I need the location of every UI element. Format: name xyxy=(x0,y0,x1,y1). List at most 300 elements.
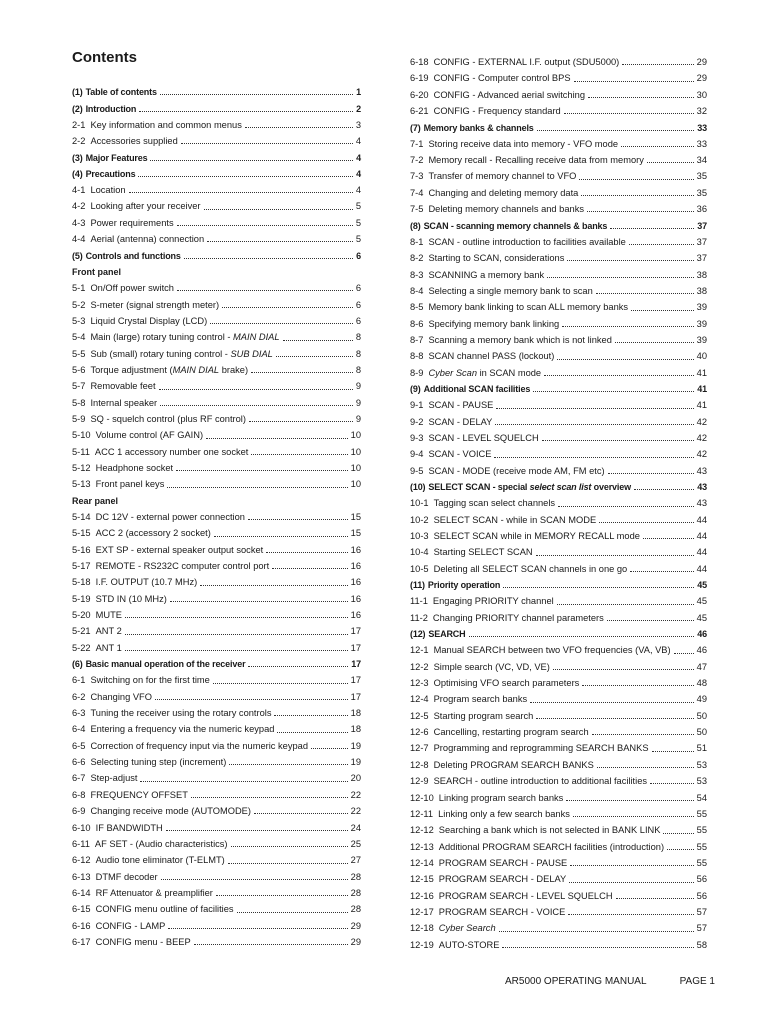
toc-entry-title xyxy=(96,578,198,587)
toc-entry[interactable] xyxy=(410,280,707,296)
toc-dot-leader xyxy=(251,454,347,455)
toc-section-heading[interactable] xyxy=(72,146,361,162)
toc-entry[interactable] xyxy=(72,849,361,865)
toc-entry[interactable] xyxy=(72,457,361,473)
toc-dot-leader xyxy=(547,277,693,278)
toc-entry-number: (7) xyxy=(410,122,421,133)
toc-entry-number: 6-10 xyxy=(72,822,91,833)
toc-entry[interactable] xyxy=(72,522,361,538)
toc-entry-title xyxy=(439,859,567,868)
toc-section-heading[interactable] xyxy=(410,476,707,492)
toc-page-number: 27 xyxy=(350,855,361,866)
toc-entry[interactable] xyxy=(410,607,707,623)
toc-subheading[interactable] xyxy=(72,490,361,506)
toc-entry-number: 5-18 xyxy=(72,577,91,588)
toc-entry[interactable] xyxy=(410,443,707,459)
toc-entry-number: 5-14 xyxy=(72,511,91,522)
toc-dot-leader xyxy=(245,127,353,128)
toc-entry[interactable] xyxy=(410,231,707,247)
toc-dot-leader xyxy=(647,162,694,163)
toc-entry[interactable] xyxy=(410,427,707,443)
toc-page-number: 32 xyxy=(696,106,707,117)
toc-dot-leader xyxy=(557,604,694,605)
toc-entry-title xyxy=(90,235,204,244)
toc-entry-number: (8) xyxy=(410,220,421,231)
toc-page-number: 54 xyxy=(696,792,707,803)
toc-entry[interactable] xyxy=(72,571,361,587)
toc-entry[interactable] xyxy=(72,767,361,783)
toc-entry-title-text: SCAN channel PASS (lockout) xyxy=(428,351,555,362)
toc-entry[interactable] xyxy=(410,296,707,312)
toc-dot-leader xyxy=(249,421,353,422)
toc-entry[interactable] xyxy=(410,590,707,606)
toc-entry[interactable] xyxy=(410,901,707,917)
toc-page-number: 16 xyxy=(350,544,361,555)
toc-entry-title xyxy=(434,58,620,67)
toc-entry[interactable] xyxy=(410,165,707,181)
toc-entry-number: 9-3 xyxy=(410,432,424,443)
toc-entry[interactable] xyxy=(410,509,707,525)
toc-entry[interactable] xyxy=(72,686,361,702)
toc-entry-title xyxy=(95,448,248,457)
toc-entry[interactable] xyxy=(410,460,707,476)
toc-page-number: 45 xyxy=(696,596,707,607)
toc-entry[interactable] xyxy=(72,506,361,522)
toc-section-heading[interactable] xyxy=(72,653,361,669)
toc-entry[interactable] xyxy=(410,67,707,83)
toc-page-number: 45 xyxy=(697,580,707,591)
toc-entry-number: 12-16 xyxy=(410,890,434,901)
toc-entry-title-text: STD IN (10 MHz) xyxy=(95,593,167,604)
toc-page-number: 5 xyxy=(355,201,361,212)
toc-page-number: 53 xyxy=(696,776,707,787)
toc-entry[interactable] xyxy=(72,866,361,882)
toc-entry-title xyxy=(428,320,559,329)
toc-entry-number: 5-4 xyxy=(72,332,86,343)
toc-entry-number: 12-4 xyxy=(410,694,429,705)
toc-entry[interactable] xyxy=(72,915,361,931)
toc-entry-number: 5-22 xyxy=(72,642,91,653)
toc-entry[interactable] xyxy=(410,868,707,884)
toc-entry[interactable] xyxy=(72,277,361,293)
toc-page-number: 46 xyxy=(696,645,707,656)
toc-entry-number: 4-2 xyxy=(72,201,86,212)
page-footer xyxy=(505,976,715,987)
toc-entry-number: 10-1 xyxy=(410,498,429,509)
toc-entry-title xyxy=(428,467,604,476)
toc-entry-title xyxy=(90,366,248,375)
toc-entry-title xyxy=(439,843,664,852)
toc-dot-leader xyxy=(272,568,347,569)
toc-entry-title xyxy=(434,695,528,704)
toc-dot-leader xyxy=(129,192,353,193)
toc-entry[interactable] xyxy=(72,310,361,326)
toc-page-number: 43 xyxy=(696,465,707,476)
toc-entry[interactable] xyxy=(410,182,707,198)
toc-entry[interactable] xyxy=(72,114,361,130)
toc-entry[interactable] xyxy=(410,362,707,378)
toc-section-heading[interactable] xyxy=(72,163,361,179)
toc-entry-number: 6-1 xyxy=(72,675,86,686)
toc-page-number: 55 xyxy=(696,808,707,819)
toc-entry-number: 6-5 xyxy=(72,740,86,751)
toc-entry-title-emphasis: MAIN DIAL xyxy=(233,332,280,343)
toc-entry-title-text: Linking only a few search banks xyxy=(438,808,570,819)
toc-entry-title xyxy=(90,415,246,424)
toc-entry-number: 10-5 xyxy=(410,563,429,574)
toc-entry-title xyxy=(439,892,613,901)
toc-entry-number: 7-4 xyxy=(410,187,424,198)
toc-entry-title-text: Looking after your receiver xyxy=(90,201,201,212)
toc-entry[interactable] xyxy=(410,329,707,345)
toc-page-number: 5 xyxy=(355,217,361,228)
toc-dot-leader xyxy=(170,601,348,602)
toc-entry-title xyxy=(434,679,580,688)
toc-entry-number: 12-7 xyxy=(410,743,429,754)
toc-entry-title-text: Front panel xyxy=(72,267,121,278)
toc-dot-leader xyxy=(616,898,694,899)
toc-dot-leader xyxy=(469,636,695,637)
toc-entry-title xyxy=(424,124,534,133)
toc-entry[interactable] xyxy=(410,836,707,852)
toc-page-number: 35 xyxy=(696,171,707,182)
toc-page-number: 50 xyxy=(696,727,707,738)
toc-entry[interactable] xyxy=(410,885,707,901)
toc-entry-title xyxy=(96,856,225,865)
toc-entry-title xyxy=(90,137,177,146)
toc-entry[interactable] xyxy=(410,917,707,933)
toc-entry[interactable] xyxy=(410,852,707,868)
toc-entry-number: (12) xyxy=(410,629,426,640)
toc-dot-leader xyxy=(573,816,694,817)
toc-entry[interactable] xyxy=(72,669,361,685)
toc-entry[interactable] xyxy=(410,737,707,753)
toc-entry-title-text: SCAN - DELAY xyxy=(428,416,493,427)
toc-page-number: 55 xyxy=(696,825,707,836)
toc-entry[interactable] xyxy=(72,228,361,244)
toc-dot-leader xyxy=(177,290,353,291)
toc-entry-title xyxy=(90,121,241,130)
toc-entry[interactable] xyxy=(410,525,707,541)
toc-entry-title xyxy=(96,644,122,653)
toc-page-number: 36 xyxy=(696,204,707,215)
toc-entry[interactable] xyxy=(72,473,361,489)
toc-entry-title xyxy=(96,938,191,947)
toc-entry-title xyxy=(428,434,538,443)
toc-entry[interactable] xyxy=(410,149,707,165)
toc-entry[interactable] xyxy=(72,539,361,555)
toc-entry-title-text: Key information and common menus xyxy=(90,119,242,130)
toc-entry-title-text: Precautions xyxy=(85,169,136,180)
toc-section-heading[interactable] xyxy=(72,97,361,113)
toc-dot-leader xyxy=(206,438,348,439)
toc-page-number: 4 xyxy=(356,152,361,163)
toc-entry[interactable] xyxy=(72,326,361,342)
toc-dot-leader xyxy=(570,865,693,866)
toc-page-number: 9 xyxy=(355,413,361,424)
toc-dot-leader xyxy=(254,813,348,814)
toc-entry-title xyxy=(439,875,566,884)
toc-entry[interactable] xyxy=(72,130,361,146)
toc-entry-title xyxy=(86,105,137,114)
toc-dot-leader xyxy=(200,585,347,586)
toc-entry[interactable] xyxy=(72,392,361,408)
toc-entry-title xyxy=(424,222,608,231)
toc-entry-title xyxy=(86,660,246,669)
toc-entry[interactable] xyxy=(72,735,361,751)
toc-entry[interactable] xyxy=(410,721,707,737)
toc-entry[interactable] xyxy=(410,263,707,279)
toc-page-number: 33 xyxy=(697,122,707,133)
toc-entry-title xyxy=(433,597,554,606)
toc-entry[interactable] xyxy=(72,343,361,359)
toc-entry-number: 8-6 xyxy=(410,318,424,329)
toc-entry-title-text: Main (large) rotary tuning control - xyxy=(90,332,234,343)
toc-page-number: 44 xyxy=(696,531,707,542)
toc-entry-title xyxy=(434,516,597,525)
toc-entry-number: 6-13 xyxy=(72,871,91,882)
toc-entry-title-text: EXT SP - external speaker output socket xyxy=(95,544,264,555)
toc-entry[interactable] xyxy=(72,637,361,653)
toc-entry-number: 6-3 xyxy=(72,708,86,719)
toc-entry[interactable] xyxy=(410,492,707,508)
toc-entry[interactable] xyxy=(410,672,707,688)
toc-entry-number: 7-5 xyxy=(410,204,424,215)
toc-entry[interactable] xyxy=(410,803,707,819)
toc-section-heading[interactable] xyxy=(72,81,361,97)
toc-dot-leader xyxy=(159,389,353,390)
toc-entry[interactable] xyxy=(410,786,707,802)
toc-entry[interactable] xyxy=(410,411,707,427)
toc-entry-title xyxy=(428,254,564,263)
toc-entry-title xyxy=(90,350,272,359)
toc-entry-title-text: Rear panel xyxy=(72,495,119,506)
toc-entry-number: 12-15 xyxy=(410,874,434,885)
toc-entry-title-text: Accessories supplied xyxy=(90,136,178,147)
toc-entry-number: 6-21 xyxy=(410,106,429,117)
toc-entry[interactable] xyxy=(410,558,707,574)
toc-subheading[interactable] xyxy=(72,261,361,277)
toc-page-number: 3 xyxy=(355,119,361,130)
toc-entry-title xyxy=(433,614,604,623)
toc-entry-title xyxy=(90,693,152,702)
toc-entry[interactable] xyxy=(72,718,361,734)
toc-entry-title-text: SELECT SCAN - while in SCAN MODE xyxy=(433,514,597,525)
toc-entry[interactable] xyxy=(72,588,361,604)
toc-section-heading[interactable] xyxy=(410,378,707,394)
toc-entry[interactable] xyxy=(410,541,707,557)
toc-entry-title-text: SCAN - scanning memory channels & banks xyxy=(423,220,608,231)
toc-entry-title-text: Selecting a single memory bank to scan xyxy=(428,285,593,296)
toc-entry[interactable] xyxy=(410,639,707,655)
toc-entry[interactable] xyxy=(410,100,707,116)
toc-entry[interactable] xyxy=(72,555,361,571)
toc-entry[interactable] xyxy=(72,212,361,228)
toc-entry-number: 6-4 xyxy=(72,724,86,735)
toc-entry-number: 6-19 xyxy=(410,73,429,84)
toc-page-number: 56 xyxy=(696,890,707,901)
toc-entry-title xyxy=(434,107,561,116)
toc-dot-leader xyxy=(610,228,694,229)
toc-dot-leader xyxy=(213,683,348,684)
toc-entry[interactable] xyxy=(72,359,361,375)
toc-page-number: 46 xyxy=(697,629,707,640)
toc-entry[interactable] xyxy=(72,408,361,424)
toc-entry-title-text: SELECT SCAN - special xyxy=(428,482,530,493)
toc-entry-title xyxy=(90,219,173,228)
toc-entry[interactable] xyxy=(72,441,361,457)
toc-entry-title xyxy=(434,565,628,574)
toc-dot-leader xyxy=(674,653,694,654)
toc-page-number: 18 xyxy=(350,708,361,719)
toc-dot-leader xyxy=(495,424,693,425)
toc-page-number: 29 xyxy=(696,73,707,84)
toc-section-heading[interactable] xyxy=(410,116,707,132)
toc-entry[interactable] xyxy=(410,198,707,214)
toc-entry-title xyxy=(434,74,571,83)
toc-entry[interactable] xyxy=(72,604,361,620)
toc-entry[interactable] xyxy=(72,702,361,718)
toc-entry-title xyxy=(90,186,125,195)
toc-entry-title-text: SEARCH xyxy=(428,629,466,640)
toc-dot-leader xyxy=(592,734,694,735)
toc-entry[interactable] xyxy=(410,754,707,770)
toc-entry-number: 2-2 xyxy=(72,136,86,147)
toc-entry[interactable] xyxy=(410,313,707,329)
toc-section-heading[interactable] xyxy=(72,244,361,260)
toc-entry[interactable] xyxy=(72,816,361,832)
toc-entry[interactable] xyxy=(72,882,361,898)
toc-page-number: 4 xyxy=(355,185,361,196)
toc-page-number: 38 xyxy=(696,269,707,280)
toc-entry[interactable] xyxy=(410,705,707,721)
toc-section-heading[interactable] xyxy=(410,214,707,230)
toc-entry-number: 5-8 xyxy=(72,397,86,408)
toc-page-number: 17 xyxy=(351,659,361,670)
toc-entry[interactable] xyxy=(72,833,361,849)
toc-entry[interactable] xyxy=(410,133,707,149)
toc-entry[interactable] xyxy=(410,247,707,263)
toc-dot-leader xyxy=(607,620,694,621)
toc-dot-leader xyxy=(204,209,353,210)
toc-entry-title-text: PROGRAM SEARCH - DELAY xyxy=(438,874,567,885)
toc-page-number: 15 xyxy=(350,511,361,522)
toc-entry-title xyxy=(90,742,308,751)
toc-entry-title-text: PROGRAM SEARCH - VOICE xyxy=(438,906,566,917)
toc-entry-number: 12-11 xyxy=(410,808,434,819)
toc-entry[interactable] xyxy=(72,898,361,914)
toc-entry-number: 8-7 xyxy=(410,334,424,345)
toc-dot-leader xyxy=(652,751,694,752)
toc-entry-title xyxy=(434,646,671,655)
toc-entry-number: (9) xyxy=(410,384,421,395)
toc-dot-leader xyxy=(533,391,694,392)
toc-entry[interactable] xyxy=(410,688,707,704)
toc-section-heading[interactable] xyxy=(410,623,707,639)
toc-entry[interactable] xyxy=(72,800,361,816)
toc-entry-title-text: CONFIG - EXTERNAL I.F. output (SDU5000) xyxy=(433,57,620,68)
toc-page-number: 8 xyxy=(355,364,361,375)
toc-entry[interactable] xyxy=(410,51,707,67)
toc-entry-title-text: Headphone socket xyxy=(95,462,174,473)
toc-page-number: 34 xyxy=(696,155,707,166)
toc-page-number: 16 xyxy=(350,561,361,572)
toc-entry-number: 11-1 xyxy=(410,596,428,607)
toc-entry-title-text: Changing receive mode (AUTOMODE) xyxy=(90,806,251,817)
toc-entry[interactable] xyxy=(410,394,707,410)
toc-page-number: 19 xyxy=(350,740,361,751)
toc-entry-title-text: CONFIG - Advanced aerial switching xyxy=(433,89,586,100)
toc-entry[interactable] xyxy=(72,931,361,947)
toc-entry-number: 8-3 xyxy=(410,269,424,280)
toc-entry-title-suffix: overview xyxy=(591,482,631,493)
toc-entry-title-text: ACC 2 (accessory 2 socket) xyxy=(95,528,211,539)
toc-page-number: 55 xyxy=(696,841,707,852)
toc-entry[interactable] xyxy=(72,784,361,800)
toc-dot-leader xyxy=(216,895,348,896)
toc-dot-leader xyxy=(553,669,694,670)
toc-entry-title-text: Manual SEARCH between two VFO frequencies (VA, VB) xyxy=(433,645,671,656)
toc-entry-title xyxy=(96,889,213,898)
toc-entry-title-text: PROGRAM SEARCH - LEVEL SQUELCH xyxy=(438,890,613,901)
toc-dot-leader xyxy=(530,702,694,703)
toc-page-number: 58 xyxy=(696,939,707,950)
toc-entry-title xyxy=(96,905,234,914)
toc-entry-title xyxy=(90,399,157,408)
toc-entry-title-text: SELECT SCAN while in MEMORY RECALL mode xyxy=(433,531,640,542)
toc-entry[interactable] xyxy=(72,375,361,391)
toc-entry[interactable] xyxy=(410,770,707,786)
toc-page-number: 17 xyxy=(350,675,361,686)
toc-entry-title xyxy=(96,595,167,604)
toc-entry[interactable] xyxy=(72,424,361,440)
toc-dot-leader xyxy=(150,160,353,161)
toc-page-number: 20 xyxy=(350,773,361,784)
toc-entry[interactable] xyxy=(72,751,361,767)
toc-entry-title xyxy=(428,418,492,427)
toc-entry[interactable] xyxy=(72,179,361,195)
toc-entry[interactable] xyxy=(410,819,707,835)
toc-page-number: 42 xyxy=(696,432,707,443)
toc-entry-number: (1) xyxy=(72,87,83,98)
toc-entry-title-text: Aerial (antenna) connection xyxy=(90,234,205,245)
toc-page-number: 38 xyxy=(696,285,707,296)
toc-entry-number: 7-2 xyxy=(410,155,424,166)
toc-page-number: 9 xyxy=(355,381,361,392)
toc-entry-number: 5-16 xyxy=(72,544,91,555)
toc-page-number: 10 xyxy=(350,479,361,490)
toc-entry-title-text: Introduction xyxy=(85,103,137,114)
toc-entry-title xyxy=(434,761,594,770)
toc-page-number: 17 xyxy=(350,642,361,653)
toc-entry-number: 4-4 xyxy=(72,234,86,245)
toc-section-heading[interactable] xyxy=(410,574,707,590)
toc-entry[interactable] xyxy=(410,345,707,361)
toc-entry-number: 5-9 xyxy=(72,413,86,424)
toc-entry[interactable] xyxy=(72,195,361,211)
toc-entry-title xyxy=(96,627,122,636)
toc-entry[interactable] xyxy=(410,656,707,672)
toc-entry[interactable] xyxy=(410,934,707,950)
toc-entry-title-text: Step-adjust xyxy=(90,773,138,784)
toc-entry-title-text: ANT 1 xyxy=(95,642,122,653)
toc-entry-title xyxy=(96,546,264,555)
toc-entry[interactable] xyxy=(72,620,361,636)
toc-dot-leader xyxy=(266,552,347,553)
toc-entry[interactable] xyxy=(72,293,361,309)
toc-entry-number: 12-6 xyxy=(410,727,429,738)
toc-entry[interactable] xyxy=(410,84,707,100)
